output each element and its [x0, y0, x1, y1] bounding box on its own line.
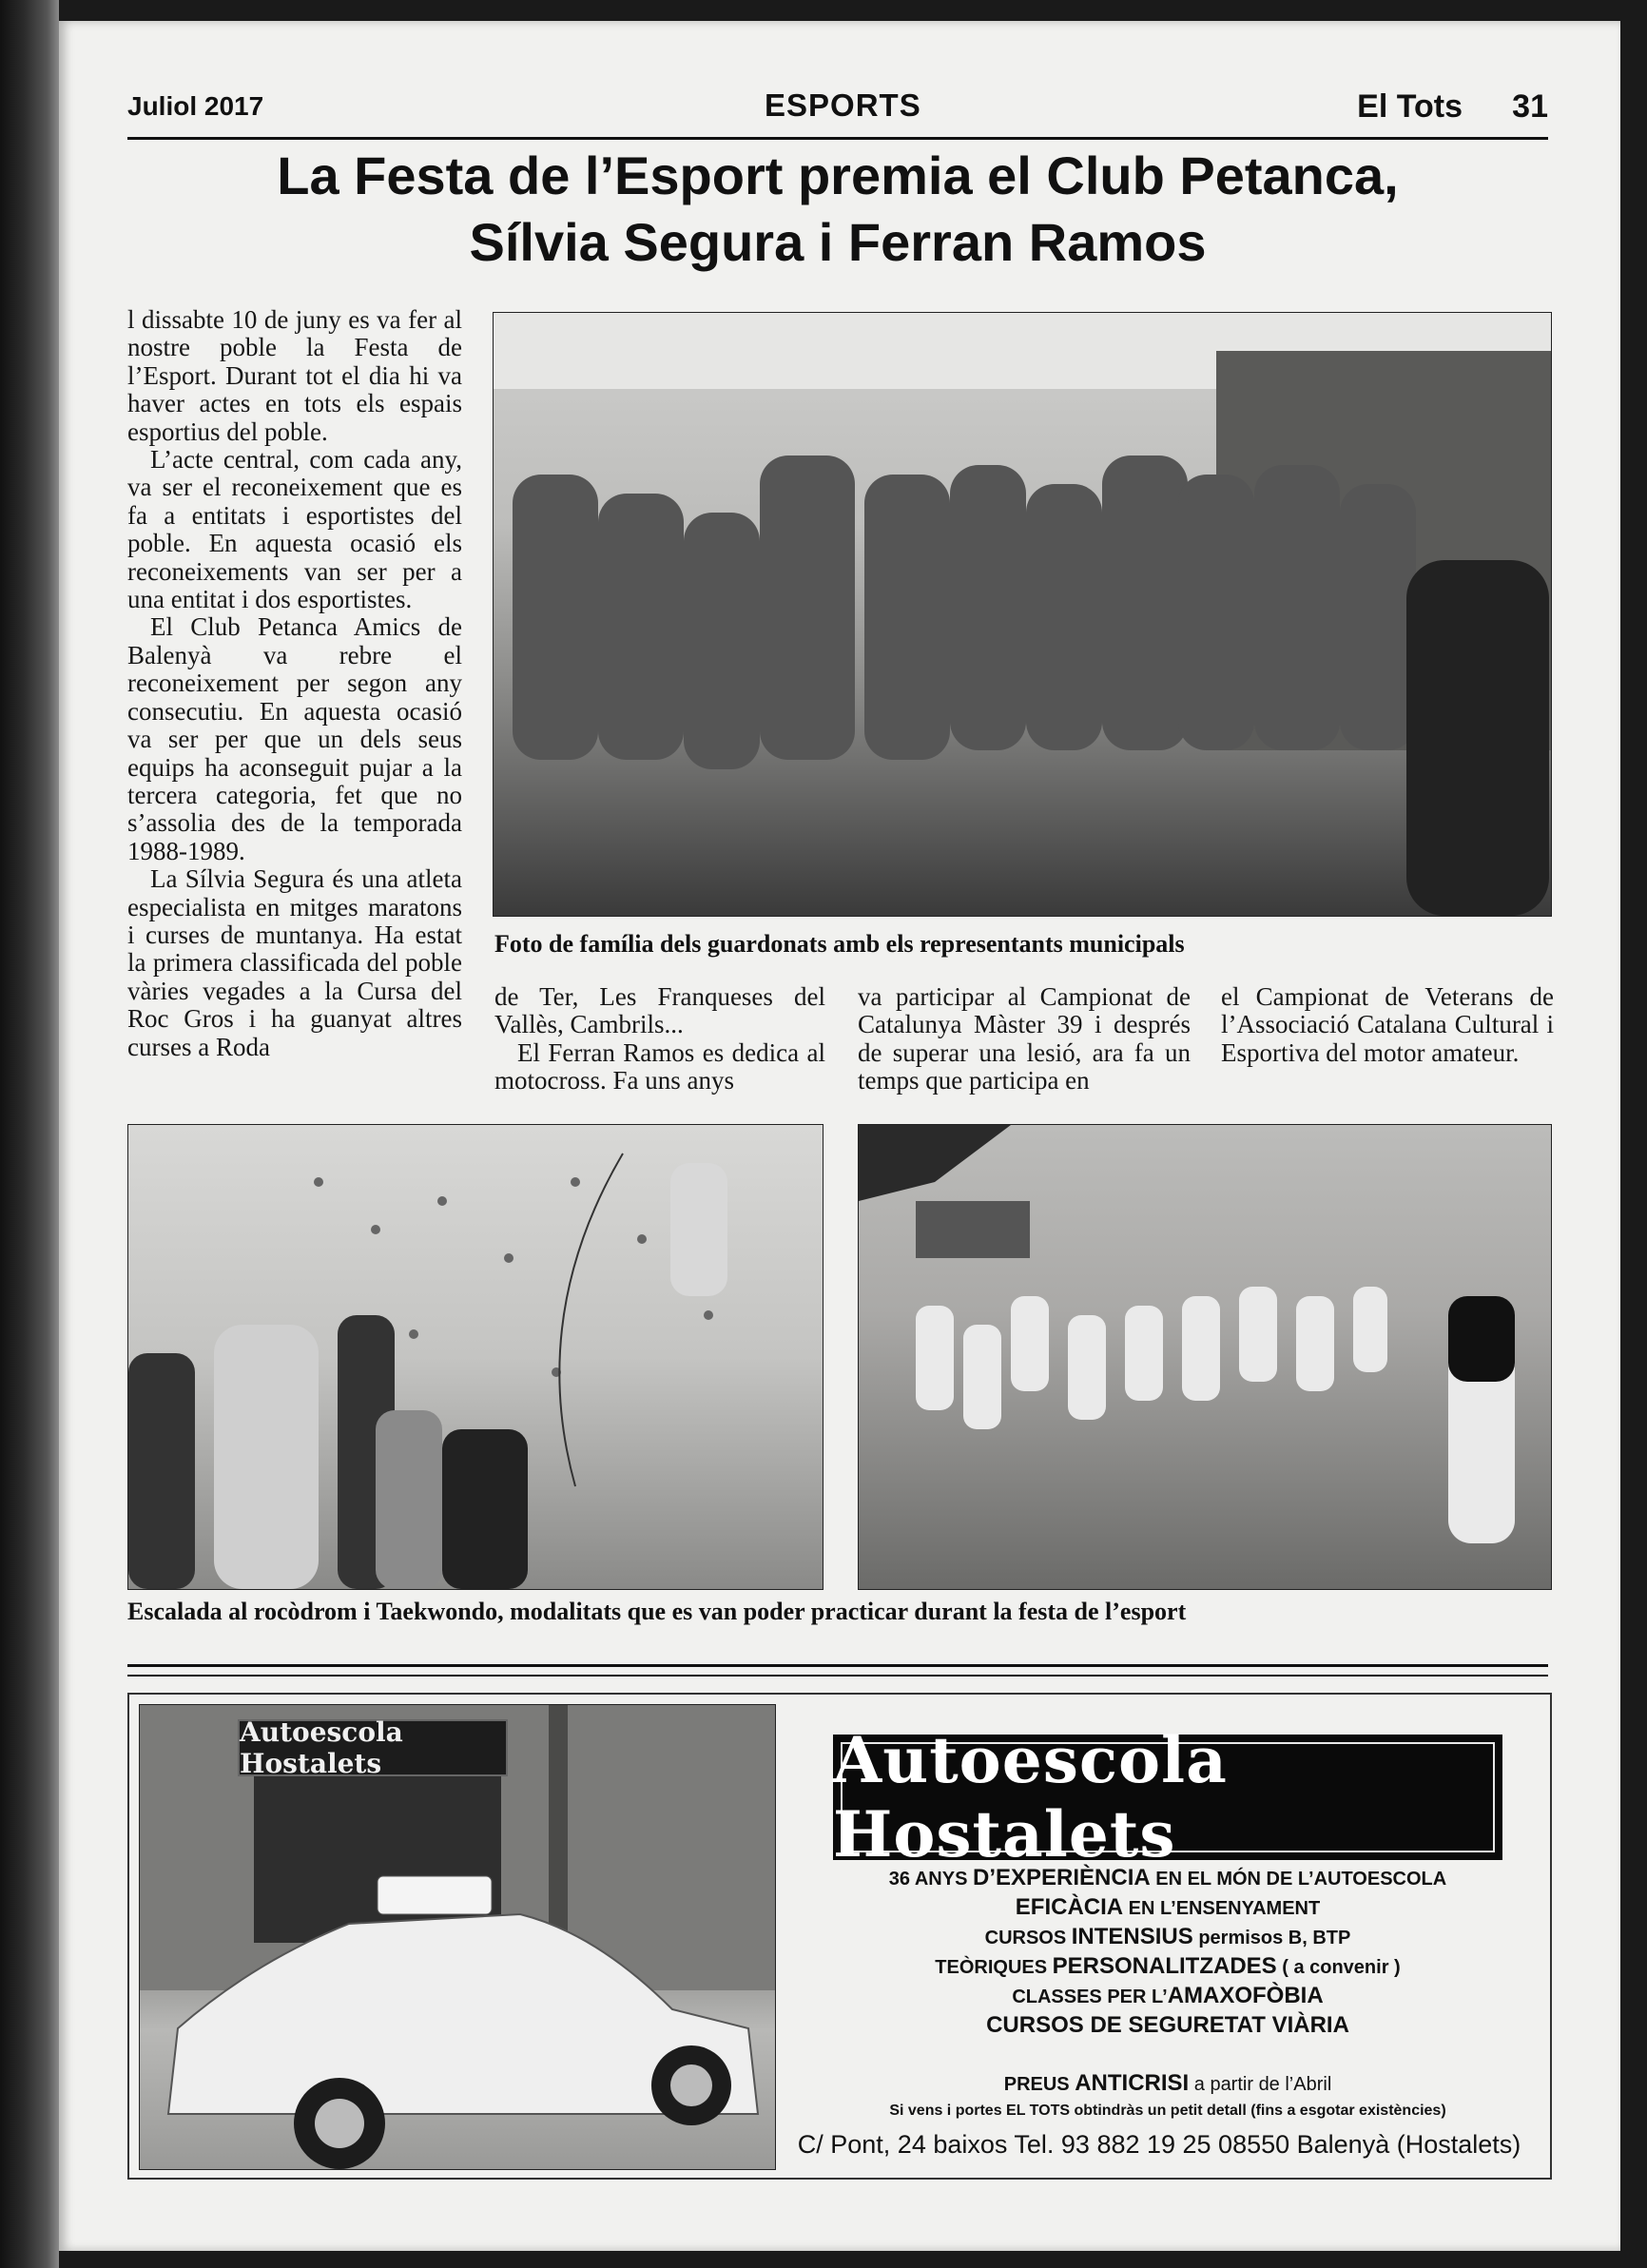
award-group-photo: [493, 312, 1552, 917]
headline-line-2: Sílvia Segura i Ferran Ramos: [469, 212, 1207, 272]
scan-edge: [0, 0, 59, 2268]
page-header: [127, 84, 1548, 140]
paragraph: el Campionat de Veterans de l’Associació Catalana Cultural i Esportiva del motor amateur.: [1221, 982, 1554, 1067]
ad-line-suffix: a partir de l’Abril: [1189, 2074, 1332, 2095]
paragraph: va participar al Campionat de Catalunya Màster 39 i després de superar una lesió, ara fa un temps que participa en: [858, 982, 1191, 1095]
shop-sign: Autoescola Hostalets: [238, 1719, 508, 1776]
issue-date: Juliol 2017: [127, 91, 264, 121]
article-headline: [127, 143, 1548, 276]
ad-line-highlight: EFICÀCIA: [1015, 1894, 1124, 1920]
ad-line: [833, 1982, 1502, 2011]
page-number: 31: [1512, 88, 1548, 125]
paragraph: El Ferran Ramos es dedica al motocross. Fa uns anys: [494, 1037, 825, 1095]
ad-line-suffix: permisos B, BTP: [1192, 1928, 1351, 1948]
ad-line: [833, 1952, 1502, 1982]
ad-line-prefix: 36 ANYS: [888, 1869, 973, 1890]
ad-line: [833, 1923, 1502, 1952]
paragraph: La Sílvia Segura és una atleta especialista en mitges maratons i curses de muntanya. Ha estat la primera classificada del poble vàries vegades a la Cursa del Roc Gros i ha guanyat altres curses a Roda: [127, 864, 462, 1061]
article-column-3: [858, 983, 1191, 1095]
ad-line-prefix: TEÒRIQUES: [935, 1957, 1053, 1978]
headline-line-1: La Festa de l’Esport premia el Club Petanca,: [277, 145, 1399, 205]
section-divider: [127, 1664, 1548, 1677]
ad-line-prefix: PREUS: [1003, 2074, 1075, 2095]
photo-caption: Escalada al rocòdrom i Taekwondo, modalitats que es van poder practicar durant la festa de l’esport: [127, 1598, 1187, 1625]
paragraph: de Ter, Les Franqueses del Vallès, Cambrils...: [494, 982, 825, 1039]
ad-services-list: [833, 1864, 1502, 2123]
driving-school-logo: Autoescola Hostalets: [833, 1735, 1502, 1860]
article-column-2: [494, 983, 825, 1095]
ad-line-suffix: EN EL MÓN DE L’AUTOESCOLA: [1150, 1869, 1447, 1890]
paragraph: L’acte central, com cada any, va ser el reconeixement que es fa a entitats i esportistes del poble. En aquesta ocasió els reconeixements van ser per a una entitat i dos esportistes.: [127, 445, 462, 614]
paragraph: El Club Petanca Amics de Balenyà va rebre el reconeixement per segon any consecutiu. En aquesta ocasió va ser per que un dels seus equips ha aconseguit pujar a la tercera categoria, fet que no s’assolia des de la temporada 1988-1989.: [127, 612, 462, 865]
ad-line-highlight: D’EXPERIÈNCIA: [972, 1865, 1151, 1890]
ad-line-highlight: CURSOS DE SEGURETAT VIÀRIA: [986, 2012, 1349, 2038]
ad-line-highlight: AMAXOFÒBIA: [1167, 1983, 1324, 2008]
ad-line-suffix: ( a convenir ): [1276, 1957, 1401, 1978]
ad-line-prefix: CLASSES PER L’: [1012, 1987, 1168, 2007]
ad-line-highlight: PERSONALITZADES: [1052, 1953, 1277, 1979]
ad-line-highlight: INTENSIUS: [1071, 1924, 1193, 1949]
article-column-4: [1221, 983, 1554, 1067]
ad-contact-address: C/ Pont, 24 baixos Tel. 93 882 19 25 08550 Balenyà (Hostalets): [797, 2130, 1521, 2159]
article-column-1: [127, 306, 462, 1061]
ad-line: [833, 1864, 1502, 1893]
paragraph: l dissabte 10 de juny es va fer al nostre poble la Festa de l’Esport. Durant tot el dia hi va haver actes en tots els espais esportius del poble.: [127, 305, 462, 446]
ad-line-prefix: CURSOS: [984, 1928, 1072, 1948]
publication-name: El Tots: [1357, 88, 1463, 125]
ad-promo: [833, 2069, 1502, 2099]
section-title: ESPORTS: [765, 87, 921, 123]
ad-line-highlight: ANTICRISI: [1075, 2070, 1190, 2096]
photo-caption: Foto de família dels guardonats amb els representants municipals: [494, 930, 1185, 958]
climbing-wall-photo: [127, 1124, 824, 1590]
ad-line: [833, 2011, 1502, 2041]
ad-line-suffix: EN L’ENSENYAMENT: [1123, 1898, 1321, 1919]
ad-line: [833, 1893, 1502, 1923]
ad-fine-print: Si vens i portes EL TOTS obtindràs un petit detall (fins a esgotar existències): [889, 2103, 1446, 2119]
taekwondo-photo: [858, 1124, 1552, 1590]
